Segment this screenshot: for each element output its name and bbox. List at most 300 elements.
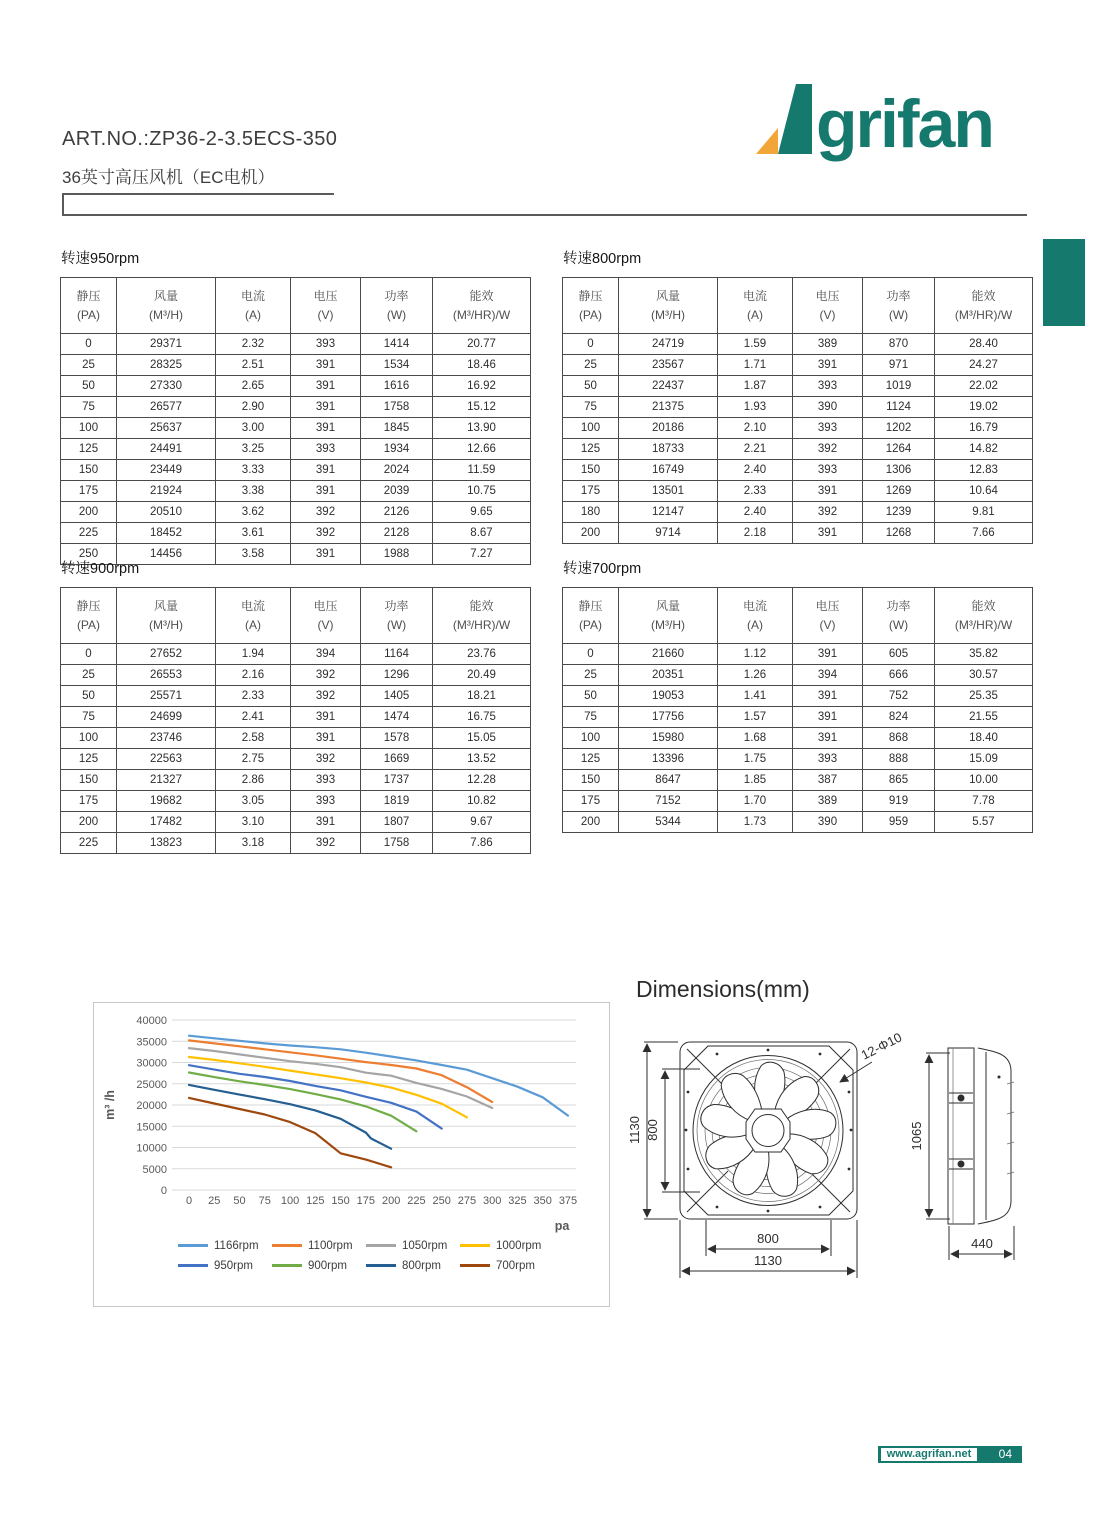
column-header: 能效 (M³/HR)/W	[433, 588, 531, 644]
series-900rpm	[189, 1073, 416, 1132]
svg-text:10000: 10000	[136, 1142, 167, 1155]
svg-text:15000: 15000	[136, 1121, 167, 1134]
table-cell: 959	[863, 812, 935, 833]
table-row	[61, 523, 531, 544]
table-cell: 75	[563, 707, 619, 728]
table-cell: 26577	[117, 397, 216, 418]
table-cell: 1296	[361, 665, 433, 686]
table-cell: 225	[61, 833, 117, 854]
table-cell: 2039	[361, 481, 433, 502]
table-cell: 75	[61, 397, 117, 418]
column-header: 能效 (M³/HR)/W	[935, 588, 1033, 644]
column-header: 电压 (V)	[291, 278, 361, 334]
table-cell: 28.40	[935, 334, 1033, 355]
legend-item	[272, 1256, 366, 1275]
table-cell: 17756	[619, 707, 718, 728]
column-header: 功率 (W)	[863, 588, 935, 644]
table-cell: 50	[61, 686, 117, 707]
table-row	[563, 334, 1033, 355]
table-cell: 75	[563, 397, 619, 418]
column-header: 电流 (A)	[718, 588, 793, 644]
legend-label: 700rpm	[496, 1259, 535, 1272]
table-cell: 391	[291, 355, 361, 376]
legend-swatch	[178, 1244, 208, 1247]
table-cell: 3.62	[216, 502, 291, 523]
table-cell: 175	[563, 481, 619, 502]
table-cell: 200	[563, 812, 619, 833]
legend-swatch	[366, 1244, 396, 1247]
table-cell: 2.16	[216, 665, 291, 686]
svg-text:300: 300	[483, 1195, 502, 1207]
table-cell: 20510	[117, 502, 216, 523]
table-cell: 392	[793, 439, 863, 460]
table-cell: 391	[291, 707, 361, 728]
table-cell: 1264	[863, 439, 935, 460]
table-cell: 13.90	[433, 418, 531, 439]
table-cell: 2.33	[216, 686, 291, 707]
table-cell: 1.70	[718, 791, 793, 812]
table-cell: 393	[291, 334, 361, 355]
table-row	[61, 502, 531, 523]
table-row	[61, 397, 531, 418]
table-cell: 391	[291, 460, 361, 481]
table-cell: 1239	[863, 502, 935, 523]
table-cell: 3.00	[216, 418, 291, 439]
column-header: 风量 (M³/H)	[619, 588, 718, 644]
table-cell: 2.51	[216, 355, 291, 376]
table-cell: 14.82	[935, 439, 1033, 460]
table-cell: 1616	[361, 376, 433, 397]
legend-item	[366, 1256, 460, 1275]
table-title-900rpm: 转速900rpm	[61, 561, 140, 577]
table-cell: 1164	[361, 644, 433, 665]
table-cell: 25	[563, 665, 619, 686]
table-cell: 18733	[619, 439, 718, 460]
table-cell: 0	[61, 644, 117, 665]
table-cell: 7152	[619, 791, 718, 812]
table-cell: 12.66	[433, 439, 531, 460]
table-cell: 1.68	[718, 728, 793, 749]
svg-text:175: 175	[356, 1195, 376, 1207]
table-cell: 393	[793, 460, 863, 481]
page-number: 04	[998, 1447, 1012, 1461]
performance-chart	[93, 1002, 610, 1307]
table-cell: 15980	[619, 728, 718, 749]
table-row	[61, 686, 531, 707]
table-row	[61, 439, 531, 460]
svg-text:125: 125	[306, 1195, 325, 1207]
legend-swatch	[366, 1264, 396, 1267]
table-cell: 23746	[117, 728, 216, 749]
column-header: 静压 (PA)	[61, 588, 117, 644]
table-cell: 21924	[117, 481, 216, 502]
table-cell: 390	[793, 397, 863, 418]
dimensions-drawing	[620, 1012, 1100, 1312]
agrifan-logo	[752, 80, 993, 163]
table-cell: 391	[291, 376, 361, 397]
table-cell: 2.33	[718, 481, 793, 502]
table-cell: 24699	[117, 707, 216, 728]
legend-item	[178, 1256, 272, 1275]
table-cell: 3.05	[216, 791, 291, 812]
table-cell: 394	[793, 665, 863, 686]
table-cell: 0	[61, 334, 117, 355]
table-cell: 19682	[117, 791, 216, 812]
table-cell: 225	[61, 523, 117, 544]
table-cell: 23567	[619, 355, 718, 376]
table-cell: 2.58	[216, 728, 291, 749]
table-cell: 1414	[361, 334, 433, 355]
table-cell: 2128	[361, 523, 433, 544]
table-cell: 10.75	[433, 481, 531, 502]
table-cell: 180	[563, 502, 619, 523]
table-cell: 1845	[361, 418, 433, 439]
table-cell: 25	[563, 355, 619, 376]
fan-side-view	[948, 1048, 1014, 1224]
table-row	[61, 355, 531, 376]
table-cell: 888	[863, 749, 935, 770]
table-cell: 10.64	[935, 481, 1033, 502]
table-cell: 8.67	[433, 523, 531, 544]
table-cell: 392	[793, 502, 863, 523]
table-cell: 2.40	[718, 460, 793, 481]
table-cell: 200	[563, 523, 619, 544]
table-cell: 1.87	[718, 376, 793, 397]
table-row	[563, 397, 1033, 418]
table-row	[563, 644, 1033, 665]
table-cell: 50	[61, 376, 117, 397]
table-cell: 1.59	[718, 334, 793, 355]
table-cell: 3.58	[216, 544, 291, 565]
table-row	[563, 812, 1033, 833]
table-cell: 1269	[863, 481, 935, 502]
table-cell: 1669	[361, 749, 433, 770]
table-cell: 7.78	[935, 791, 1033, 812]
svg-text:375: 375	[558, 1195, 578, 1207]
table-cell: 16.79	[935, 418, 1033, 439]
table-cell: 1.71	[718, 355, 793, 376]
table-cell: 18.40	[935, 728, 1033, 749]
dim-front-opening-width: 800	[757, 1231, 779, 1246]
legend-swatch	[460, 1244, 490, 1247]
table-cell: 50	[563, 376, 619, 397]
table-cell: 2.32	[216, 334, 291, 355]
table-cell: 7.27	[433, 544, 531, 565]
svg-text:250: 250	[432, 1195, 451, 1207]
column-header: 静压 (PA)	[563, 588, 619, 644]
table-cell: 2.40	[718, 502, 793, 523]
table-row	[563, 749, 1033, 770]
table-row	[563, 418, 1033, 439]
table-row	[563, 355, 1033, 376]
svg-text:150: 150	[331, 1195, 350, 1207]
table-cell: 20351	[619, 665, 718, 686]
table-cell: 13.52	[433, 749, 531, 770]
legend-swatch	[460, 1264, 490, 1267]
table-row	[563, 707, 1033, 728]
table-cell: 250	[61, 544, 117, 565]
table-row	[61, 644, 531, 665]
dim-front-overall-height: 1130	[627, 1116, 642, 1144]
table-cell: 1.73	[718, 812, 793, 833]
table-cell: 393	[291, 791, 361, 812]
table-cell: 25	[61, 665, 117, 686]
table-cell: 13501	[619, 481, 718, 502]
table-section-950rpm	[60, 247, 530, 565]
table-cell: 18452	[117, 523, 216, 544]
table-cell: 1474	[361, 707, 433, 728]
table-cell: 17482	[117, 812, 216, 833]
table-cell: 3.18	[216, 833, 291, 854]
column-header: 电压 (V)	[793, 588, 863, 644]
table-cell: 391	[291, 728, 361, 749]
table-cell: 391	[793, 523, 863, 544]
table-cell: 25571	[117, 686, 216, 707]
legend-swatch	[178, 1264, 208, 1267]
table-cell: 391	[291, 397, 361, 418]
table-title-800rpm: 转速800rpm	[563, 251, 642, 267]
svg-text:35000: 35000	[136, 1036, 167, 1049]
table-cell: 20186	[619, 418, 718, 439]
table-cell: 27652	[117, 644, 216, 665]
table-cell: 1807	[361, 812, 433, 833]
table-cell: 9.67	[433, 812, 531, 833]
table-cell: 125	[61, 749, 117, 770]
legend-swatch	[272, 1244, 302, 1247]
table-cell: 392	[291, 502, 361, 523]
legend-label: 800rpm	[402, 1259, 441, 1272]
table-cell: 5.57	[935, 812, 1033, 833]
table-cell: 1988	[361, 544, 433, 565]
table-cell: 1.12	[718, 644, 793, 665]
legend-item	[366, 1236, 460, 1255]
table-cell: 824	[863, 707, 935, 728]
table-cell: 35.82	[935, 644, 1033, 665]
column-header: 电流 (A)	[718, 278, 793, 334]
table-cell: 27330	[117, 376, 216, 397]
table-cell: 391	[793, 707, 863, 728]
svg-text:pa: pa	[554, 1219, 570, 1233]
product-title: 36英寸高压风机（EC电机）	[62, 168, 275, 187]
table-cell: 15.09	[935, 749, 1033, 770]
table-cell: 392	[291, 833, 361, 854]
table-cell: 15.05	[433, 728, 531, 749]
table-row	[61, 770, 531, 791]
spec-table-700rpm	[562, 587, 1032, 833]
table-cell: 393	[291, 439, 361, 460]
table-cell: 1019	[863, 376, 935, 397]
spec-table	[562, 587, 1033, 833]
table-cell: 22563	[117, 749, 216, 770]
table-row	[563, 460, 1033, 481]
table-cell: 2024	[361, 460, 433, 481]
table-cell: 13823	[117, 833, 216, 854]
legend-label: 1166rpm	[214, 1239, 259, 1252]
table-cell: 150	[61, 770, 117, 791]
table-row	[61, 791, 531, 812]
table-cell: 391	[291, 812, 361, 833]
column-header: 电流 (A)	[216, 588, 291, 644]
table-cell: 2.75	[216, 749, 291, 770]
table-cell: 2.18	[718, 523, 793, 544]
legend-label: 900rpm	[308, 1259, 347, 1272]
column-header: 电流 (A)	[216, 278, 291, 334]
column-header: 功率 (W)	[361, 588, 433, 644]
table-row	[563, 686, 1033, 707]
table-cell: 5344	[619, 812, 718, 833]
table-cell: 391	[793, 481, 863, 502]
table-cell: 8647	[619, 770, 718, 791]
svg-text:325: 325	[508, 1195, 527, 1207]
table-cell: 125	[61, 439, 117, 460]
spec-table-900rpm	[60, 587, 530, 854]
header-rule	[62, 195, 1027, 216]
table-row	[563, 770, 1033, 791]
dim-side-height: 1065	[909, 1121, 924, 1151]
table-row	[61, 728, 531, 749]
table-cell: 10.00	[935, 770, 1033, 791]
table-cell: 125	[563, 749, 619, 770]
svg-text:40000: 40000	[136, 1015, 167, 1027]
svg-text:5000: 5000	[142, 1163, 167, 1176]
table-cell: 391	[291, 481, 361, 502]
table-cell: 25637	[117, 418, 216, 439]
table-cell: 389	[793, 334, 863, 355]
table-cell: 23449	[117, 460, 216, 481]
art-number: ART.NO.:ZP36-2-3.5ECS-350	[62, 128, 338, 150]
svg-text:50: 50	[233, 1195, 246, 1207]
table-cell: 12.28	[433, 770, 531, 791]
table-cell: 393	[793, 418, 863, 439]
table-cell: 394	[291, 644, 361, 665]
dim-front-overall-width: 1130	[754, 1253, 782, 1268]
table-cell: 23.76	[433, 644, 531, 665]
column-header: 能效 (M³/HR)/W	[935, 278, 1033, 334]
table-cell: 389	[793, 791, 863, 812]
legend-label: 1000rpm	[496, 1239, 542, 1252]
spec-table	[60, 277, 531, 565]
table-cell: 22.02	[935, 376, 1033, 397]
table-row	[563, 665, 1033, 686]
legend-item	[178, 1236, 272, 1255]
table-cell: 29371	[117, 334, 216, 355]
table-row	[563, 481, 1033, 502]
motor-bracket	[949, 1093, 973, 1169]
table-cell: 2.65	[216, 376, 291, 397]
table-cell: 0	[563, 644, 619, 665]
logo-a-icon	[752, 82, 814, 156]
table-cell: 1.75	[718, 749, 793, 770]
table-cell: 14456	[117, 544, 216, 565]
table-cell: 19.02	[935, 397, 1033, 418]
table-cell: 1737	[361, 770, 433, 791]
table-cell: 20.49	[433, 665, 531, 686]
table-section-900rpm	[60, 557, 530, 854]
table-row	[61, 833, 531, 854]
table-cell: 12.83	[935, 460, 1033, 481]
table-cell: 24.27	[935, 355, 1033, 376]
table-title-950rpm: 转速950rpm	[61, 251, 140, 267]
legend-item	[460, 1256, 554, 1275]
table-cell: 100	[563, 728, 619, 749]
column-header: 功率 (W)	[361, 278, 433, 334]
table-cell: 391	[291, 544, 361, 565]
table-cell: 393	[291, 770, 361, 791]
table-cell: 391	[793, 644, 863, 665]
table-cell: 1.41	[718, 686, 793, 707]
table-row	[563, 439, 1033, 460]
svg-text:25000: 25000	[136, 1078, 167, 1091]
table-cell: 1.93	[718, 397, 793, 418]
table-cell: 3.61	[216, 523, 291, 544]
table-cell: 15.12	[433, 397, 531, 418]
table-cell: 21660	[619, 644, 718, 665]
table-cell: 100	[61, 728, 117, 749]
dim-mounting-holes: 12-Φ10	[858, 1029, 905, 1063]
table-row	[61, 460, 531, 481]
table-section-800rpm	[562, 247, 1032, 544]
table-cell: 150	[563, 460, 619, 481]
table-row	[61, 665, 531, 686]
table-cell: 1202	[863, 418, 935, 439]
table-row	[61, 812, 531, 833]
website-url: www.agrifan.net	[881, 1448, 977, 1461]
table-cell: 391	[291, 418, 361, 439]
table-cell: 1.26	[718, 665, 793, 686]
dim-side-depth: 440	[971, 1236, 993, 1251]
table-cell: 22437	[619, 376, 718, 397]
table-cell: 20.77	[433, 334, 531, 355]
svg-text:m³ /h: m³ /h	[103, 1090, 117, 1120]
table-cell: 1306	[863, 460, 935, 481]
table-cell: 1934	[361, 439, 433, 460]
table-cell: 9714	[619, 523, 718, 544]
column-header: 电压 (V)	[793, 278, 863, 334]
table-cell: 1268	[863, 523, 935, 544]
table-cell: 392	[291, 665, 361, 686]
table-cell: 2.21	[718, 439, 793, 460]
table-cell: 200	[61, 812, 117, 833]
table-cell: 100	[563, 418, 619, 439]
table-cell: 16749	[619, 460, 718, 481]
dim-front-opening-height: 800	[645, 1119, 660, 1141]
table-cell: 391	[793, 355, 863, 376]
footer-bar	[878, 1446, 1022, 1463]
svg-text:350: 350	[533, 1195, 552, 1207]
table-cell: 1578	[361, 728, 433, 749]
table-cell: 392	[291, 523, 361, 544]
table-cell: 12147	[619, 502, 718, 523]
table-cell: 175	[61, 791, 117, 812]
legend-label: 1050rpm	[402, 1239, 448, 1252]
table-title-700rpm: 转速700rpm	[563, 561, 642, 577]
logo-text: grifan	[816, 86, 993, 163]
svg-text:200: 200	[381, 1195, 401, 1207]
table-cell: 1534	[361, 355, 433, 376]
table-row	[563, 523, 1033, 544]
table-cell: 390	[793, 812, 863, 833]
table-cell: 870	[863, 334, 935, 355]
table-cell: 13396	[619, 749, 718, 770]
table-cell: 125	[563, 439, 619, 460]
column-header: 电压 (V)	[291, 588, 361, 644]
table-cell: 868	[863, 728, 935, 749]
table-cell: 865	[863, 770, 935, 791]
table-cell: 28325	[117, 355, 216, 376]
table-cell: 10.82	[433, 791, 531, 812]
table-cell: 3.10	[216, 812, 291, 833]
table-cell: 21327	[117, 770, 216, 791]
